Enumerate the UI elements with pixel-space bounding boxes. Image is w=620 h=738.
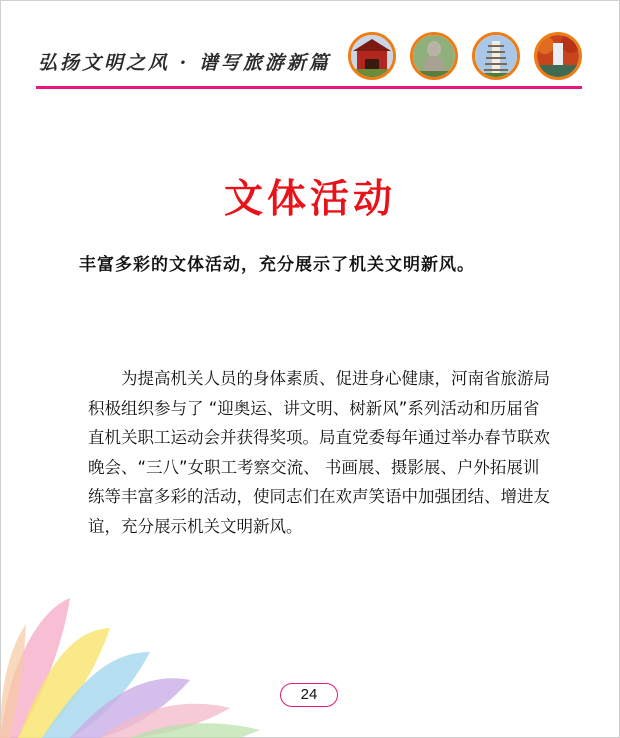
header-photos: [348, 32, 588, 84]
header-slogan: 弘扬文明之风 · 谱写旅游新篇: [38, 52, 331, 74]
page-title: 文体活动: [223, 177, 396, 222]
subtitle: 丰富多彩的文体活动，充分展示了机关文明新风。: [79, 255, 475, 275]
pagoda-photo: [472, 32, 520, 80]
page-number: 24: [280, 683, 338, 707]
decorative-petals: [0, 540, 280, 738]
temple-photo: [348, 32, 396, 80]
statue-photo: [410, 32, 458, 80]
header-divider: [36, 86, 582, 89]
waterfall-photo: [534, 32, 582, 80]
body-text: [88, 364, 552, 541]
body-paragraph: 为提高机关人员的身体素质、促进身心健康，河南省旅游局积极组织参与了 “迎奥运、讲文明、树新风”系列活动和历届省直机关职工运动会并获得奖项。局直党委每年通过举办春节联欢晚会、“三八”女职工考察交流、 书画展、摄影展、户外拓展训练等丰富多彩的活动，使同志们在欢声笑语中加强团结、增进友谊，充分展示机关文明新风。: [88, 369, 550, 536]
